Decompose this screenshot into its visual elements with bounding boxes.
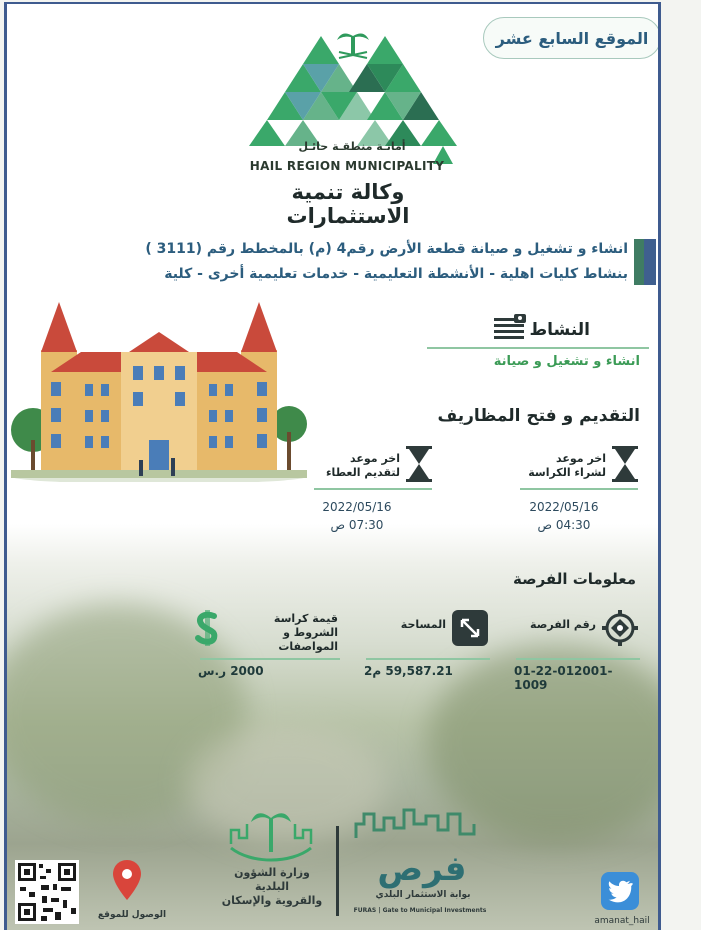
footer-divider: [336, 826, 339, 916]
twitter-icon[interactable]: [601, 872, 639, 910]
twitter-handle[interactable]: amanat_hail: [594, 916, 650, 926]
ministry-name: وزارة الشؤون البلدية والقروية والإسكان: [221, 866, 323, 907]
info-card-label: قيمة كراسة الشروط و المواصفات: [273, 612, 338, 653]
apply-section-title: التقديم و فتح المظاريف: [437, 406, 640, 426]
deadline-date: 2022/05/16: [322, 500, 392, 514]
ministry-logo: [221, 804, 321, 866]
info-card-label: رقم الفرصة: [530, 618, 596, 631]
divider: [427, 347, 649, 349]
divider: [366, 658, 490, 660]
activity-value: انشاء و تشغيل و صيانة: [493, 354, 640, 369]
title-accent-bar: [634, 239, 656, 285]
info-card-label: المساحة: [400, 618, 446, 631]
site-number-badge: الموقع السابع عشر: [483, 17, 661, 59]
deadline-label: اخر موعد لتقديم العطاء: [325, 452, 400, 479]
dollar-icon: [190, 610, 226, 646]
logo-english-text: HAIL REGION MUNICIPALITY: [249, 159, 445, 173]
deadline-label: اخر موعد لشراء الكراسة: [528, 452, 606, 479]
info-card-booklet-price: [198, 610, 338, 678]
logo-arabic-text: أمانـة منطقـة حائـل: [298, 140, 406, 153]
info-section-title: معلومات الفرصة: [513, 570, 636, 588]
target-icon: [602, 610, 638, 646]
deadline-date: 2022/05/16: [529, 500, 599, 514]
project-title-line-2: بنشاط كليات اهلية - الأنشطة التعليمية - خدمات تعليمية أخرى - كلية: [164, 266, 628, 282]
info-card-value: 59,587.21 م2: [364, 664, 453, 678]
divider: [314, 488, 432, 490]
hourglass-icon: [406, 446, 432, 482]
deadline-submission: [302, 446, 432, 506]
divider: [200, 658, 340, 660]
deadline-purchase: [508, 446, 638, 506]
info-card-value: 2000 ر.س: [198, 664, 264, 678]
college-building-illustration: [11, 300, 307, 482]
qr-code[interactable]: [15, 860, 79, 924]
deadline-purchase-date: [519, 498, 609, 534]
furas-english-subtitle: FURAS | Gate to Municipal Investments: [353, 907, 487, 914]
divider: [516, 658, 640, 660]
divider: [520, 488, 638, 490]
expand-icon: [452, 610, 488, 646]
info-card-opportunity-number: [514, 610, 638, 692]
deadline-time: 04:30 ص: [537, 518, 591, 532]
info-card-value: 01-22-012001-1009: [514, 664, 613, 692]
location-pin-icon[interactable]: [113, 860, 141, 900]
flyer-sheet: [4, 2, 661, 930]
document-search-icon: [494, 314, 526, 342]
agency-title: وكالة تنمية الاستثمارات: [286, 180, 410, 228]
info-card-area: [364, 610, 488, 678]
deadline-submission-date: [312, 498, 402, 534]
location-link[interactable]: الوصول للموقع: [97, 910, 167, 920]
activity-label: النشاط: [529, 320, 590, 340]
project-title-line-1: انشاء و تشغيل و صيانة قطعة الأرض رقم4 (م) بالمخطط رقم (3111 ): [145, 241, 628, 257]
furas-wordmark: فرص: [377, 849, 467, 889]
deadline-time: 07:30 ص: [330, 518, 384, 532]
hourglass-icon: [612, 446, 638, 482]
furas-subtitle: بوابة الاستثمار البلدي: [375, 890, 471, 900]
